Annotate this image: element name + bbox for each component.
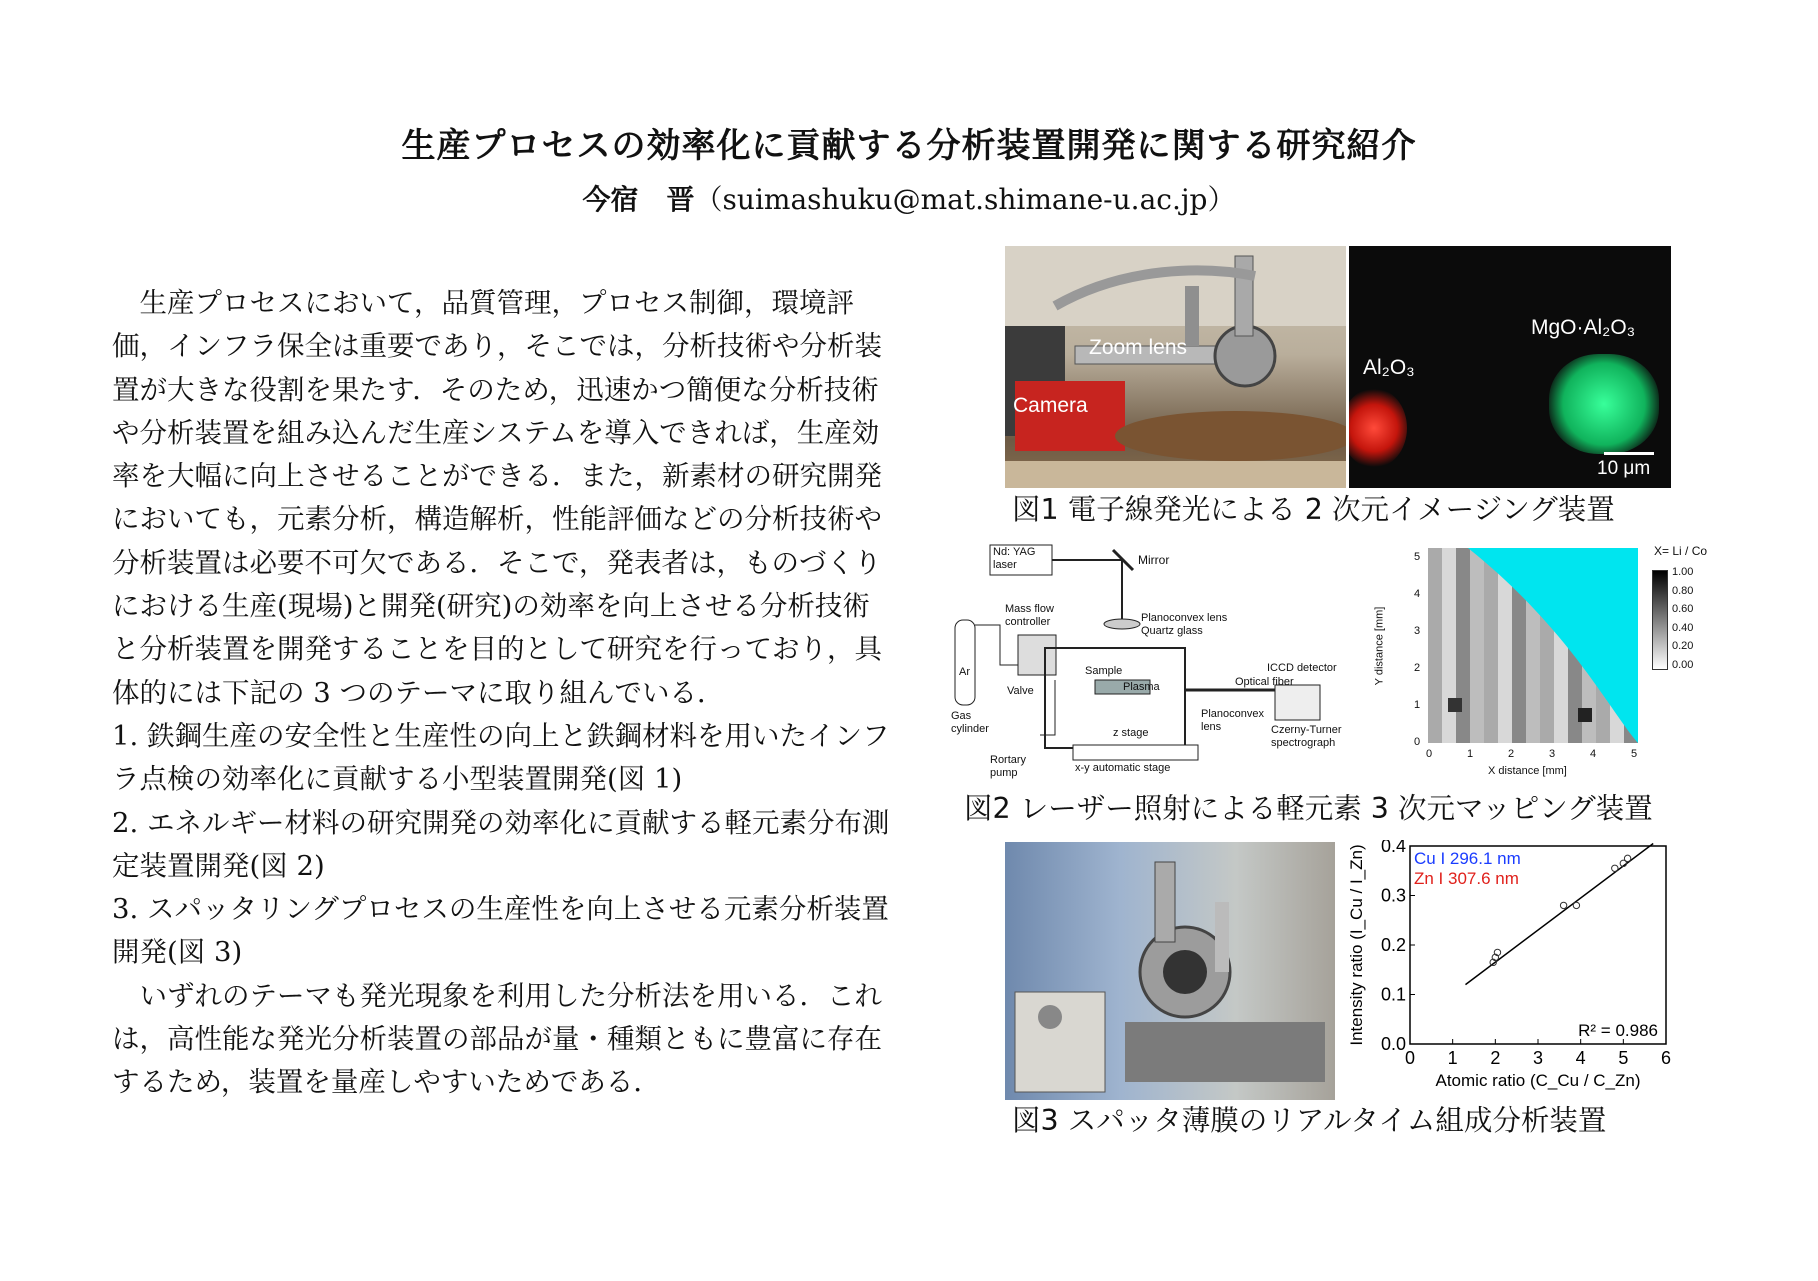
intensity-ratio-chart (1338, 840, 1676, 1102)
author-line (0, 178, 1818, 218)
y-tick-label: 0.3 (1380, 885, 1406, 906)
x-axis-label: Atomic ratio (C_Cu / C_Zn) (1435, 1071, 1641, 1090)
planoconvex-label: Planoconvex lens Quartz glass (1141, 612, 1228, 637)
x-tick-label: 1 (1447, 1048, 1458, 1068)
map-y-tick: 3 (1414, 625, 1421, 637)
body-text (112, 282, 892, 1105)
valve-label: Valve (1007, 685, 1034, 697)
author-email: （suimashuku@mat.shimane-u.ac.jp） (694, 183, 1236, 216)
y-tick-label: 0.1 (1380, 984, 1406, 1005)
mgo-label: MgO·Al₂O₃ (1531, 316, 1636, 339)
legend-value: 0.60 (1672, 603, 1694, 615)
page-title: 生産プロセスの効率化に貢献する分析装置開発に関する研究紹介 (401, 126, 1417, 166)
sample-label: Sample (1085, 665, 1123, 677)
author-name: 今宿 晋 (582, 183, 695, 216)
y-axis-label: Intensity ratio (I_Cu / I_Zn) (1347, 844, 1366, 1046)
gas-label: Gas cylinder (951, 710, 989, 735)
map-x-tick: 4 (1590, 748, 1597, 760)
figure2-schematic (945, 540, 1345, 785)
x-tick-label: 4 (1575, 1048, 1586, 1068)
map-colorbar (1652, 570, 1668, 670)
x-tick-label: 2 (1490, 1048, 1501, 1068)
y-tick-label: 0.0 (1380, 1034, 1406, 1054)
xy-stage-label: x-y automatic stage (1075, 762, 1171, 774)
legend-value: 0.40 (1672, 621, 1694, 634)
figure2-caption: 図2 レーザー照射による軽元素 3 次元マッピング装置 (964, 792, 1653, 825)
scale-bar (1604, 452, 1654, 455)
legend-value: 1.00 (1672, 566, 1694, 578)
map-y-tick: 0 (1414, 736, 1421, 748)
figure2-map (1368, 540, 1728, 785)
map-y-tick: 5 (1414, 551, 1421, 563)
ar-label: Ar (959, 666, 970, 678)
r-squared-annotation: R² = 0.986 (1578, 1021, 1658, 1040)
map-xlabel: X distance [mm] (1488, 765, 1567, 777)
legend-value: 0.00 (1672, 658, 1694, 671)
laser-label: Nd: YAG laser (993, 546, 1036, 571)
map-y-tick: 2 (1414, 662, 1421, 674)
plasma-label: Plasma (1123, 681, 1160, 693)
x-tick-label: 6 (1660, 1048, 1672, 1068)
massflow-label: Mass flow controller (1005, 603, 1054, 628)
map-x-tick: 1 (1467, 748, 1474, 760)
map-x-tick: 5 (1631, 748, 1638, 760)
map-ylabel: Y distance [mm] (1373, 606, 1386, 686)
figure3-caption: 図3 スパッタ薄膜のリアルタイム組成分析装置 (1012, 1104, 1607, 1137)
pump-label: Rortary pump (990, 754, 1027, 779)
theme-item-1: 1. 鉄鋼生産の安全性と生産性の向上と鉄鋼材料を用いたインフラ点検の効率化に貢献する小型装置開発(図 1) (112, 719, 890, 796)
map-y-tick: 1 (1414, 699, 1421, 711)
figure1-luminescence-image (1349, 246, 1671, 488)
x-tick-label: 3 (1532, 1048, 1544, 1068)
legend-entry: Zn I 307.6 nm (1414, 869, 1519, 888)
sputter-apparatus-illustration (1005, 842, 1335, 1100)
mgo-glow (1549, 354, 1659, 454)
fiber-label: Optical fiber (1235, 676, 1294, 688)
x-tick-label: 0 (1404, 1048, 1416, 1068)
camera-label: Camera (1013, 394, 1088, 417)
figure1-caption: 図1 電子線発光による 2 次元イメージング装置 (1012, 493, 1615, 526)
theme-item-3: 3. スパッタリングプロセスの生産性を向上させる元素分析装置開発(図 3) (112, 893, 889, 969)
czerny-label: Czerny-Turner spectrograph (1271, 724, 1342, 749)
theme-item-2: 2. エネルギー材料の研究開発の効率化に貢献する軽元素分布測定装置開発(図 2) (112, 806, 890, 882)
legend-value: 0.20 (1672, 640, 1694, 652)
plano2-label: Planoconvex lens (1201, 708, 1264, 733)
map-grid (1428, 548, 1638, 743)
intro-paragraph: 生産プロセスにおいて，品質管理，プロセス制御，環境評価，インフラ保全は重要であり，そこでは，分析技術や分析装置が大きな役割を果たす．そのため，迅速かつ簡便な分析技術や分析装置を組み込んだ生産システムを導入できれば，生産効率を大幅に向上させることができる．また，新素材の研究開発においても，元素分析，構造解析，性能評価などの分析技術や分析装置は必要不可欠である．そこで，発表者は，ものづくりにおける生産(現場)と開発(研究)の効率を向上させる分析技術と分析装置を開発することを目的として研究を行っており，具体的には下記の 3 つのテーマに取り組んでいる． (112, 287, 882, 709)
x-tick-label: 5 (1618, 1048, 1629, 1068)
al2o3-label: Al₂O₃ (1363, 356, 1415, 379)
al2o3-glow (1349, 388, 1407, 468)
map-y-tick: 4 (1414, 588, 1421, 600)
apparatus-illustration (1005, 246, 1346, 488)
scale-label: 10 μm (1597, 458, 1651, 479)
map-x-tick: 3 (1549, 748, 1556, 760)
closing-paragraph: いずれのテーマも発光現象を利用した分析法を用いる．これは，高性能な発光分析装置の部品が量・種類ともに豊富に存在するため，装置を量産しやすいためである． (112, 979, 882, 1099)
iccd-label: ICCD detector (1267, 662, 1337, 674)
map-title: X= Li / Co (1654, 544, 1708, 558)
figure3-chart (1338, 840, 1676, 1102)
mirror-label: Mirror (1138, 553, 1170, 567)
map-x-tick: 2 (1508, 748, 1515, 760)
legend-entry: Cu I 296.1 nm (1414, 849, 1521, 868)
zstage-label: z stage (1113, 727, 1149, 739)
y-tick-label: 0.4 (1380, 840, 1406, 856)
map-x-tick: 0 (1426, 748, 1433, 760)
legend-value: 0.80 (1672, 584, 1694, 597)
y-tick-label: 0.2 (1380, 935, 1406, 955)
figure1-photo (1005, 246, 1346, 488)
zoom-lens-label: Zoom lens (1089, 336, 1188, 359)
figure3-photo (1005, 842, 1335, 1100)
